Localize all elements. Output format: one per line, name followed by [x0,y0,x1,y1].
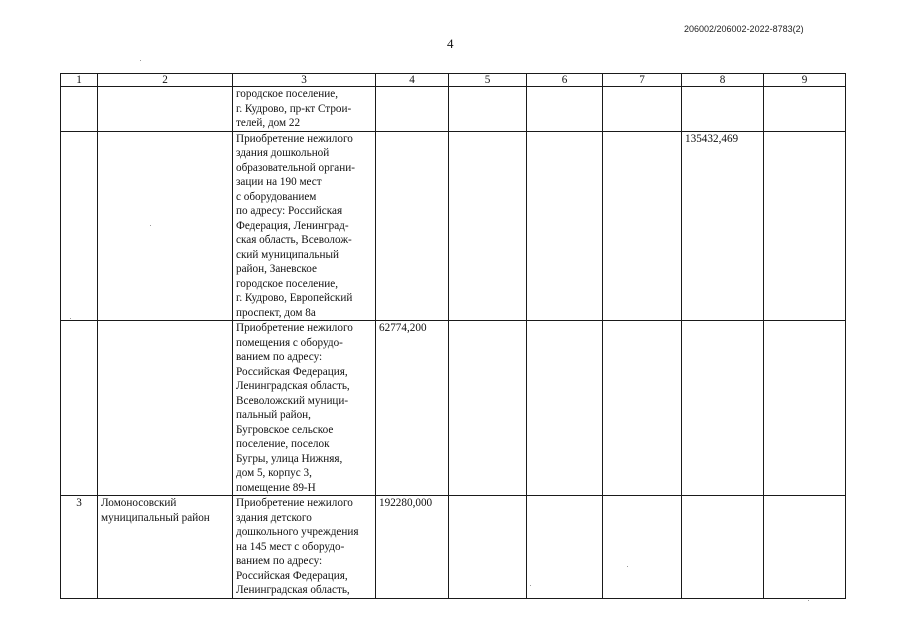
value-cell-col6 [527,496,603,599]
column-header: 2 [98,74,233,87]
value-cell-col9 [764,87,846,132]
district-cell: Ломоносовский муниципальный район [98,496,233,599]
scan-speck [808,600,809,601]
district-cell [98,321,233,496]
row-number [61,131,98,321]
value-cell-col8 [682,496,764,599]
page-number: 4 [447,36,454,51]
value-cell-col4: 192280,000 [376,496,449,599]
value-cell-col4 [376,131,449,321]
value-cell-col7 [603,87,682,132]
description-cell: городское поселение, г. Кудрово, пр-кт Строи- телей, дом 22 [233,87,376,132]
row-number: 3 [61,496,98,599]
scan-speck [530,585,531,586]
table-row [61,131,846,321]
district-cell [98,87,233,132]
data-table [60,73,846,599]
value-cell-col5 [449,496,527,599]
table-row [61,87,846,132]
description-cell: Приобретение нежилого здания дошкольной образовательной органи- зации на 190 мест с оборудованием по адресу: Российская Федерация, Ленинград- ская область, Всеволож- ский муниципальный район, Заневское городское поселение, г. Кудрово, Европейский проспект, дом 8а [233,131,376,321]
description-cell: Приобретение нежилого помещения с оборудо- ванием по адресу: Российская Федерация, Ленинградская область, Всеволожский муници- пальный район, Бугровское сельское поселение, поселок Бугры, улица Нижняя, дом 5, корпус 3, помещение 89-Н [233,321,376,496]
column-header: 4 [376,74,449,87]
value-cell-col5 [449,87,527,132]
column-header: 1 [61,74,98,87]
column-header: 6 [527,74,603,87]
value-cell-col8 [682,87,764,132]
table-row [61,321,846,496]
column-header: 9 [764,74,846,87]
table-row [61,496,846,599]
scan-speck [150,225,151,226]
column-header: 3 [233,74,376,87]
value-cell-col9 [764,131,846,321]
scan-speck [70,318,71,319]
value-cell-col4 [376,87,449,132]
value-cell-col8: 135432,469 [682,131,764,321]
scan-speck [627,566,628,567]
header-row [61,74,846,87]
row-number [61,321,98,496]
scan-speck [140,60,141,61]
value-cell-col9 [764,496,846,599]
value-cell-col9 [764,321,846,496]
row-number [61,87,98,132]
value-cell-col6 [527,321,603,496]
value-cell-col5 [449,131,527,321]
value-cell-col6 [527,131,603,321]
value-cell-col7 [603,321,682,496]
value-cell-col7 [603,496,682,599]
value-cell-col5 [449,321,527,496]
value-cell-col4: 62774,200 [376,321,449,496]
value-cell-col7 [603,131,682,321]
document-id: 206002/206002-2022-8783(2) [684,24,804,34]
value-cell-col6 [527,87,603,132]
column-header: 7 [603,74,682,87]
description-cell: Приобретение нежилого здания детского дошкольного учреждения на 145 мест с оборудо- ванием по адресу: Российская Федерация, Ленинградская область, [233,496,376,599]
district-cell [98,131,233,321]
column-header: 8 [682,74,764,87]
value-cell-col8 [682,321,764,496]
column-header: 5 [449,74,527,87]
